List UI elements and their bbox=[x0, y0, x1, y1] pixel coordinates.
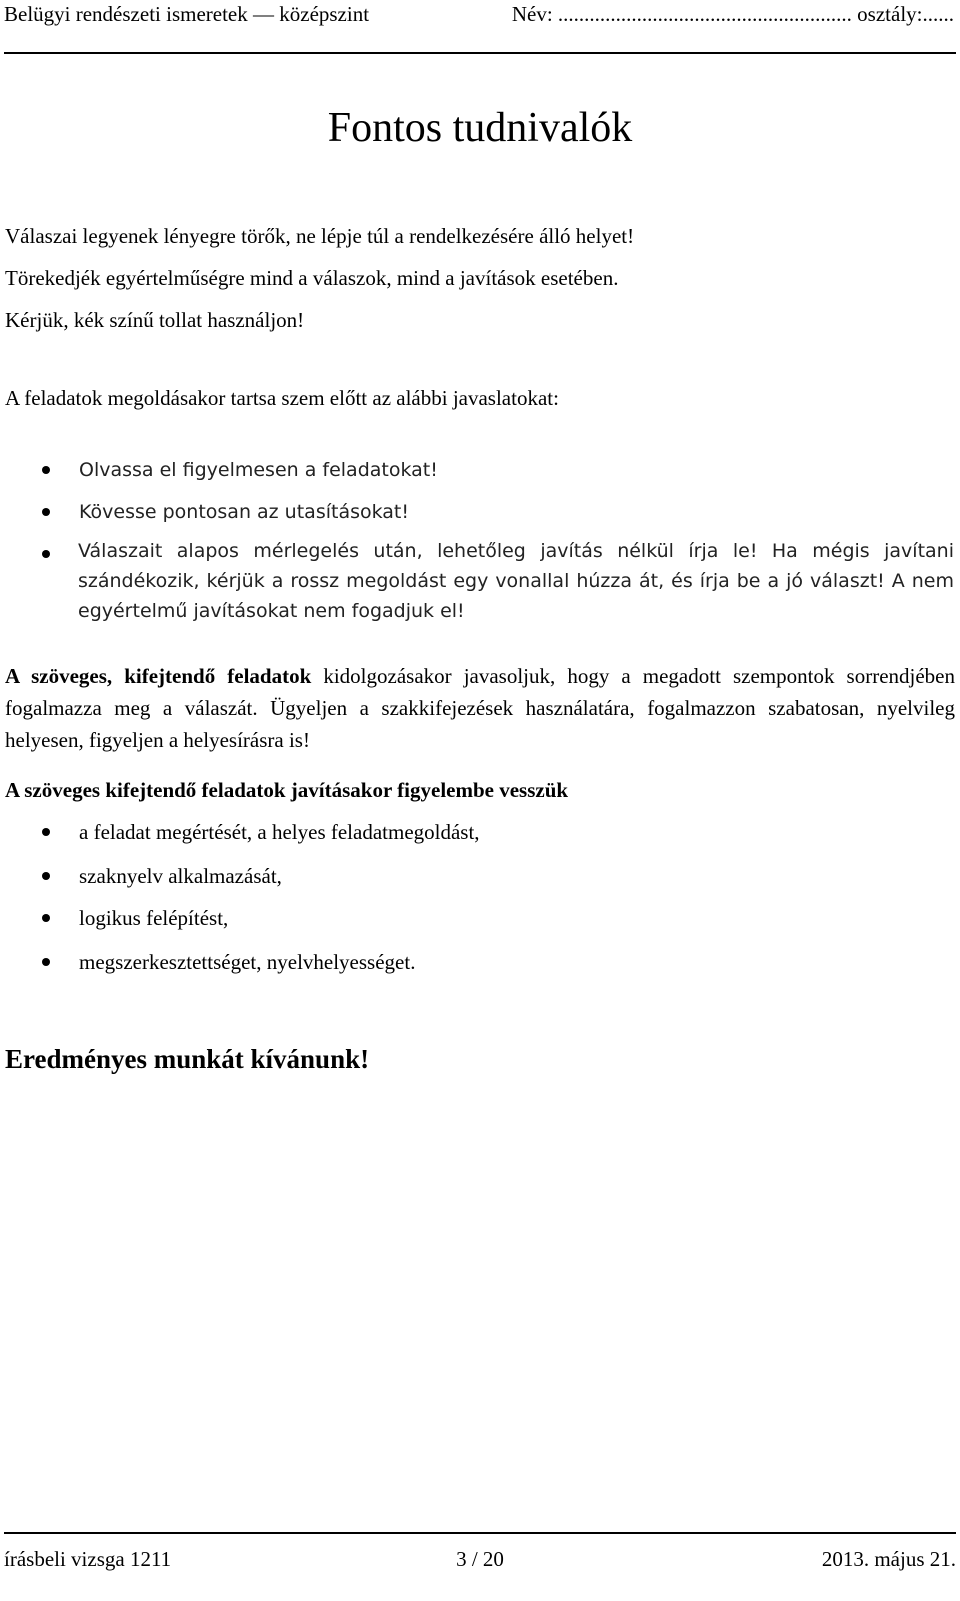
page-footer bbox=[4, 1545, 956, 1575]
criteria-heading: A szöveges kifejtendő feladatok javításakor figyelembe vesszük bbox=[5, 778, 569, 802]
closing-wish: Eredményes munkát kívánunk! bbox=[5, 1044, 370, 1074]
criteria-text: megszerkesztettséget, nyelvhelyességet. bbox=[79, 950, 416, 974]
suggestion-text: Olvassa el figyelmesen a feladatokat! bbox=[79, 459, 438, 481]
bullet-icon bbox=[42, 828, 50, 836]
criteria-text: a feladat megértését, a helyes feladatmegoldást, bbox=[79, 820, 480, 844]
page-header bbox=[4, 0, 954, 30]
essay-note bbox=[5, 660, 955, 756]
intro-line-1: Válaszai legyenek lényegre törők, ne lépje túl a rendelkezésére álló helyet! bbox=[5, 224, 635, 248]
footer-exam-code: írásbeli vizsga 1211 bbox=[4, 1547, 172, 1571]
criteria-text: logikus felépítést, bbox=[79, 906, 229, 930]
page-title: Fontos tudnivalók bbox=[327, 105, 633, 151]
essay-note-rest: kidolgozásakor javasoljuk, hogy a megadott szempontok sorrendjében fogalmazza meg a válaszát. Ügyeljen a szakkifejezések használatára, fogalmazzon szabatosan, nyelvileg helyesen, figyeljen a helyesírásra is! bbox=[5, 664, 955, 752]
footer-date: 2013. május 21. bbox=[821, 1547, 956, 1571]
intro-line-3: Kérjük, kék színű tollat használjon! bbox=[5, 308, 305, 332]
suggestion-text: Kövesse pontosan az utasításokat! bbox=[79, 501, 409, 523]
suggestion-text-long: Válaszait alapos mérlegelés után, lehetőleg javítás nélkül írja le! Ha mégis javítani szándékozik, kérjük a rossz megoldást egy vonallal húzza át, és írja be a jó választ! A nem egyértelmű javításokat nem fogadjuk el! bbox=[78, 540, 954, 622]
essay-note-bold: A szöveges, kifejtendő feladatok bbox=[5, 664, 312, 688]
criteria-text: szaknyelv alkalmazását, bbox=[79, 864, 282, 888]
suggestions-heading: A feladatok megoldásakor tartsa szem előtt az alábbi javaslatokat: bbox=[5, 386, 559, 410]
footer-rule bbox=[4, 1532, 956, 1534]
bullet-icon bbox=[42, 958, 50, 966]
header-rule bbox=[4, 52, 956, 54]
footer-page-number: 3 / 20 bbox=[456, 1547, 504, 1571]
bullet-icon bbox=[42, 550, 50, 558]
header-subject: Belügyi rendészeti ismeretek — középszint bbox=[4, 2, 370, 26]
bullet-icon bbox=[42, 872, 50, 880]
bullet-icon bbox=[42, 914, 50, 922]
bullet-icon bbox=[42, 466, 50, 474]
header-name-class-field: Név: ........................................................ osztály:...... bbox=[511, 2, 954, 26]
bullet-icon bbox=[42, 508, 50, 516]
intro-line-2: Törekedjék egyértelműségre mind a válaszok, mind a javítások esetében. bbox=[5, 266, 619, 290]
